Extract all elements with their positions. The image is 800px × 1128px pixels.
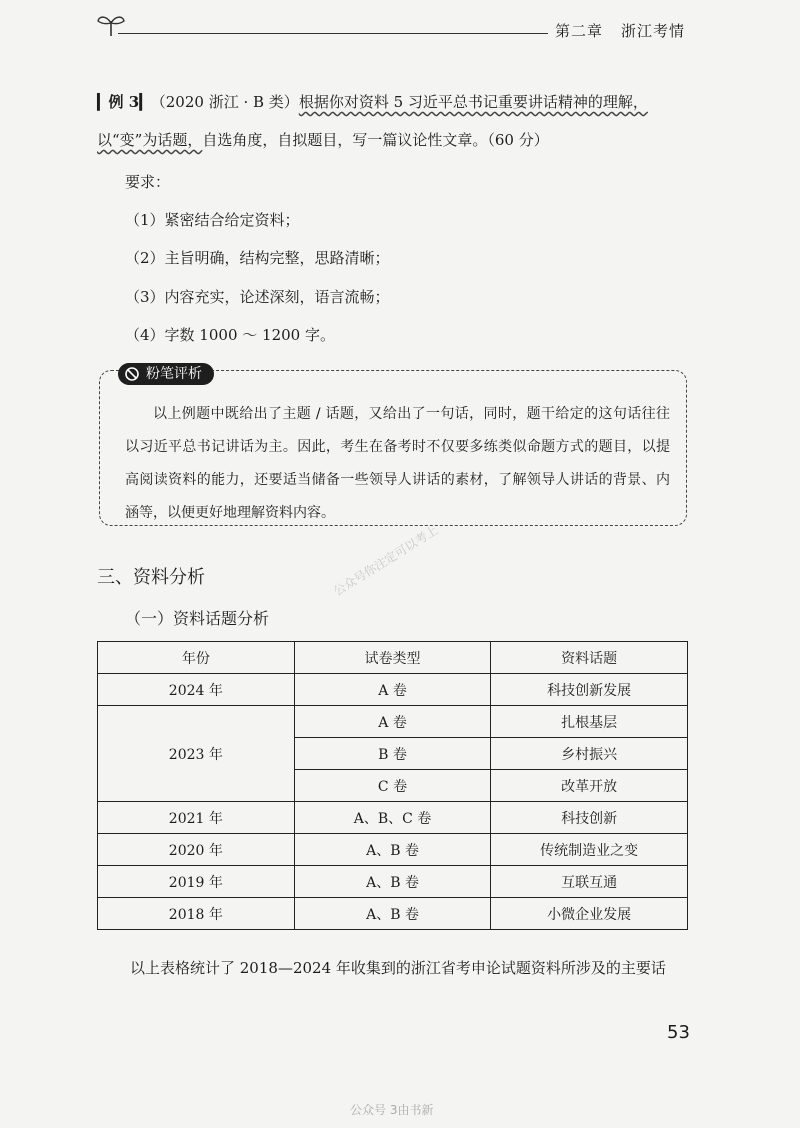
year-cell: 2023 年 xyxy=(98,706,295,802)
example-prompt: 根据你对资料 5 习近平总书记重要讲话精神的理解， xyxy=(298,93,648,111)
requirements-title: 要求： xyxy=(125,173,171,191)
topic-cell: 互联互通 xyxy=(491,866,688,898)
requirement-item: （1）紧密结合给定资料； xyxy=(125,211,300,229)
section-title: 三、资料分析 xyxy=(97,567,205,588)
table-header-row xyxy=(98,642,688,674)
topic-cell: 传统制造业之变 xyxy=(491,834,688,866)
example-line-1 xyxy=(97,92,648,112)
type-cell: A、B 卷 xyxy=(294,866,491,898)
sprout-icon xyxy=(94,12,128,38)
type-cell: B 卷 xyxy=(294,738,491,770)
example-instruction: 自选角度，自拟题目，写一篇议论性文章。（60 分） xyxy=(202,131,549,149)
subsection-title: （一）资料话题分析 xyxy=(125,609,270,628)
requirement-item: （3）内容充实，论述深刻，语言流畅； xyxy=(125,288,390,306)
topic-table xyxy=(97,641,688,930)
requirement-item: （2）主旨明确，结构完整，思路清晰； xyxy=(125,249,390,267)
watermark: 公众号你注定可以考上 xyxy=(331,523,441,599)
requirement-item: （4）字数 1000 ～ 1200 字。 xyxy=(125,326,335,344)
no-sign-icon xyxy=(124,366,140,382)
type-cell: A、B 卷 xyxy=(294,834,491,866)
chapter-title: 浙江考情 xyxy=(621,22,686,40)
chapter-label: 第二章 xyxy=(555,22,604,40)
column-header: 试卷类型 xyxy=(294,642,491,674)
table-row xyxy=(98,834,688,866)
year-cell: 2024 年 xyxy=(98,674,295,706)
running-header xyxy=(555,20,703,41)
type-cell: A 卷 xyxy=(294,706,491,738)
column-header: 资料话题 xyxy=(491,642,688,674)
year-cell: 2021 年 xyxy=(98,802,295,834)
topic-cell: 小微企业发展 xyxy=(491,898,688,930)
column-header: 年份 xyxy=(98,642,295,674)
type-cell: A、B、C 卷 xyxy=(294,802,491,834)
table-row xyxy=(98,674,688,706)
body-paragraph: 以上表格统计了 2018—2024 年收集到的浙江省考申论试题资料所涉及的主要话 xyxy=(130,959,666,977)
commentary-badge-label: 粉笔评析 xyxy=(146,366,202,382)
example-topic: 以“变”为话题， xyxy=(97,131,203,149)
table-row xyxy=(98,898,688,930)
table-row xyxy=(98,802,688,834)
topic-cell: 乡村振兴 xyxy=(491,738,688,770)
topic-cell: 科技创新 xyxy=(491,802,688,834)
year-cell: 2020 年 xyxy=(98,834,295,866)
header-rule xyxy=(118,33,548,34)
commentary-badge xyxy=(118,363,214,385)
page-number: 53 xyxy=(667,1022,690,1043)
topic-cell: 扎根基层 xyxy=(491,706,688,738)
example-source: （2020 浙江 · B 类） xyxy=(150,93,299,111)
table-row xyxy=(98,866,688,898)
commentary-text: 以上例题中既给出了主题 / 话题，又给出了一句话，同时，题干给定的这句话往往以习近平总书记讲话为主。因此，考生在备考时不仅要多练类似命题方式的题目，以提高阅读资料的能力，还要适当储备一些领导人讲话的素材，了解领导人讲话的背景、内涵等，以便更好地理解资料内容。 xyxy=(125,406,670,521)
topic-cell: 改革开放 xyxy=(491,770,688,802)
type-cell: A 卷 xyxy=(294,674,491,706)
footer-watermark: 公众号 3由书新 xyxy=(350,1103,434,1117)
year-cell: 2019 年 xyxy=(98,866,295,898)
table-row xyxy=(98,706,688,738)
type-cell: A、B 卷 xyxy=(294,898,491,930)
year-cell: 2018 年 xyxy=(98,898,295,930)
topic-cell: 科技创新发展 xyxy=(491,674,688,706)
type-cell: C 卷 xyxy=(294,770,491,802)
example-label: ▎例 3▎ xyxy=(97,93,151,111)
example-line-2 xyxy=(97,130,549,150)
